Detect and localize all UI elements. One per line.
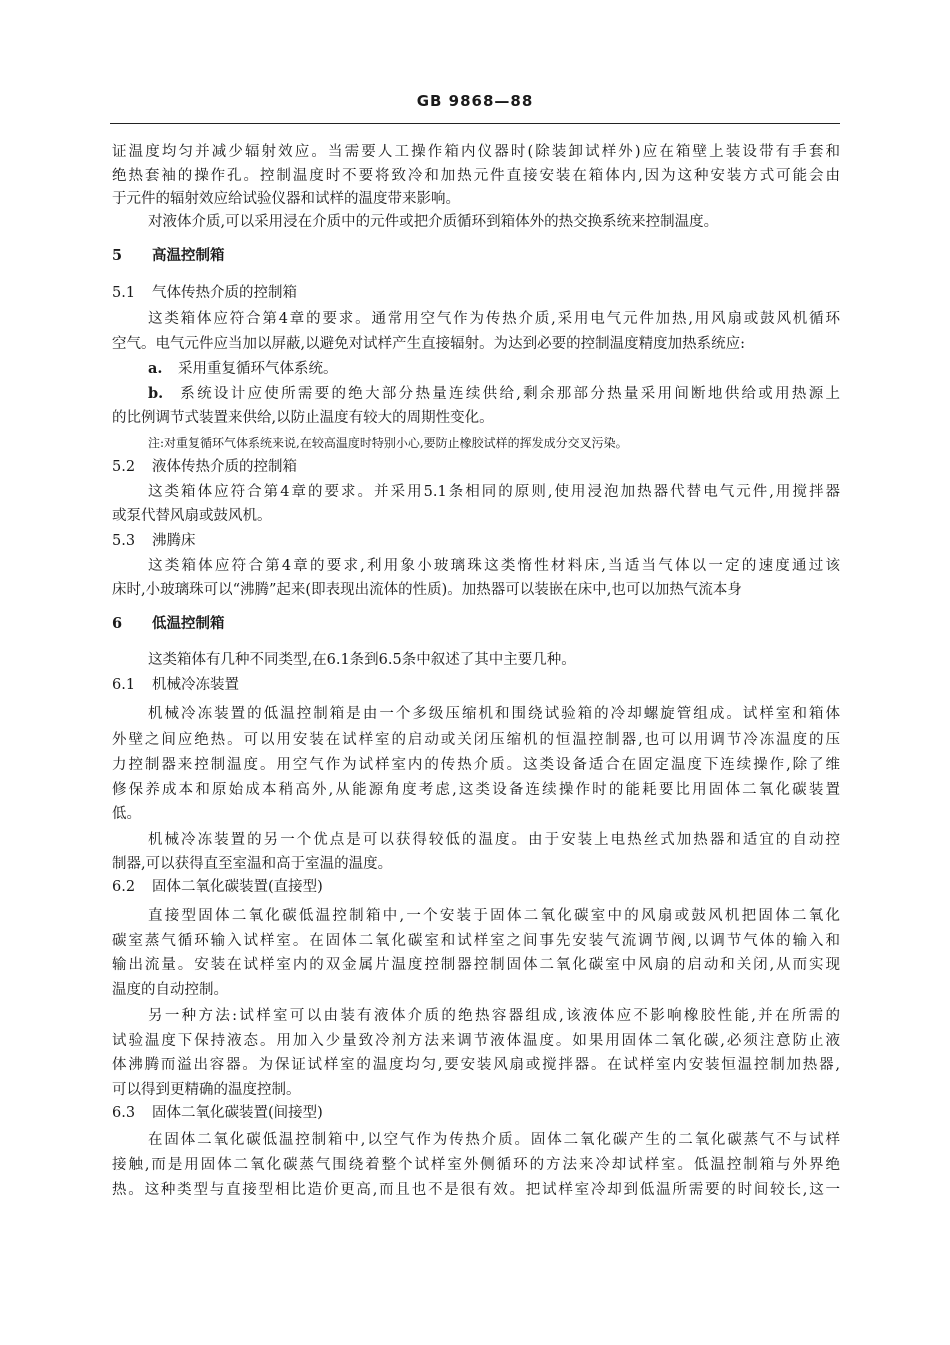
subsection-number: 6.3 — [112, 1105, 136, 1121]
body-line: 体沸腾而溢出容器。为保证试样室的温度均匀,要安装风扇或搅拌器。在试样室内安装恒温控制加热器, — [112, 1057, 840, 1073]
subsection-heading-5-3 — [112, 531, 840, 551]
subsection-title: 固体二氧化碳装置(直接型) — [152, 879, 323, 895]
body-line: 热。这种类型与直接型相比造价更高,而且也不是很有效。把试样室冷却到低温所需要的时间较长,这一 — [112, 1182, 840, 1198]
body-line: 力控制器来控制温度。用空气作为试样室内的传热介质。这类设备适合在固定温度下连续操作,除了维 — [112, 757, 840, 773]
body-line: 温度的自动控制。 — [112, 982, 228, 998]
list-text: 系统设计应使所需要的绝大部分热量连续供给,剩余那部分热量采用间断地供给或用热源上 — [178, 386, 840, 402]
body-line: 床时,小玻璃珠可以“沸腾”起来(即表现出流体的性质)。加热器可以装嵌在床中,也可以加热气流本身 — [112, 582, 742, 598]
body-line: 碳室蒸气循环输入试样室。在固体二氧化碳室和试样室之间事先安装气流调节阀,以调节气体的输入和 — [112, 933, 840, 949]
body-line: 的比例调节式装置来供给,以防止温度有较大的周期性变化。 — [112, 410, 494, 426]
subsection-heading-6-1 — [112, 675, 840, 695]
subsection-number: 6.1 — [112, 677, 136, 693]
section-heading-5 — [112, 246, 840, 266]
body-line: 机械冷冻装置的另一个优点是可以获得较低的温度。由于安装上电热丝式加热器和适宜的自动控 — [148, 832, 840, 848]
list-label: a. — [148, 360, 163, 377]
subsection-number: 6.2 — [112, 879, 136, 895]
body-line: 空气。电气元件应当加以屏蔽,以避免对试样产生直接辐射。为达到必要的控制温度精度加热系统应: — [112, 336, 745, 352]
body-line: 绝热套袖的操作孔。控制温度时不要将致冷和加热元件直接安装在箱体内,因为这种安装方式可能会由 — [112, 168, 840, 184]
body-line: 证温度均匀并减少辐射效应。当需要人工操作箱内仪器时(除装卸试样外)应在箱壁上装设带有手套和 — [112, 144, 840, 160]
body-line: 外壁之间应绝热。可以用安装在试样室的启动或关闭压缩机的恒温控制器,也可以用调节冷冻温度的压 — [112, 732, 840, 748]
body-line: 这类箱体应符合第4章的要求,利用象小玻璃珠这类惰性材料床,当适当气体以一定的速度通过该 — [148, 558, 840, 574]
section-number: 5 — [112, 247, 123, 264]
body-line: 制器,可以获得直至室温和高于室温的温度。 — [112, 856, 393, 872]
subsection-number: 5.3 — [112, 533, 136, 549]
body-line: 另一种方法:试样室可以由装有液体介质的绝热容器组成,该液体应不影响橡胶性能,并在所需的 — [148, 1008, 840, 1024]
list-item-a — [148, 359, 840, 379]
section-title: 低温控制箱 — [152, 615, 225, 632]
subsection-number: 5.1 — [112, 285, 136, 301]
list-text: 采用重复循环气体系统。 — [178, 361, 338, 377]
header-rule — [110, 123, 840, 124]
body-line: 对液体介质,可以采用浸在介质中的元件或把介质循环到箱体外的热交换系统来控制温度。 — [148, 214, 719, 230]
subsection-heading-5-2 — [112, 457, 840, 477]
section-title: 高温控制箱 — [152, 247, 225, 264]
body-line: 可以得到更精确的温度控制。 — [112, 1082, 301, 1098]
body-line: 直接型固体二氧化碳低温控制箱中,一个安装于固体二氧化碳室中的风扇或鼓风机把固体二氧化 — [148, 908, 840, 924]
body-line: 接触,而是用固体二氧化碳蒸气围绕着整个试样室外侧循环的方法来冷却试样室。低温控制箱与外界绝 — [112, 1157, 840, 1173]
subsection-title: 固体二氧化碳装置(间接型) — [152, 1105, 323, 1121]
body-line: 输出流量。安装在试样室内的双金属片温度控制器控制固体二氧化碳室中风扇的启动和关闭,从而实现 — [112, 957, 840, 973]
subsection-title: 沸腾床 — [152, 533, 196, 549]
standard-header: GB 9868—88 — [416, 92, 534, 110]
body-line: 在固体二氧化碳低温控制箱中,以空气作为传热介质。固体二氧化碳产生的二氧化碳蒸气不与试样 — [148, 1132, 840, 1148]
subsection-title: 机械冷冻装置 — [152, 677, 239, 693]
body-line: 低。 — [112, 806, 141, 822]
body-line: 于元件的辐射效应给试验仪器和试样的温度带来影响。 — [112, 191, 460, 207]
subsection-title: 液体传热介质的控制箱 — [152, 459, 297, 475]
list-label: b. — [148, 385, 164, 402]
body-line: 机械冷冻装置的低温控制箱是由一个多级压缩机和围绕试验箱的冷却螺旋管组成。试样室和箱体 — [148, 706, 840, 722]
body-line: 试验温度下保持液态。用加入少量致冷剂方法来调节液体温度。如果用固体二氧化碳,必须注意防止液 — [112, 1033, 840, 1049]
subsection-heading-6-2 — [112, 877, 840, 897]
subsection-heading-6-3 — [112, 1103, 840, 1123]
body-line: 修保养成本和原始成本稍高外,从能源角度考虑,这类设备连续操作时的能耗要比用固体二氧化碳装置 — [112, 782, 840, 798]
body-line: 这类箱体应符合第4章的要求。通常用空气作为传热介质,采用电气元件加热,用风扇或鼓风机循环 — [148, 311, 840, 327]
body-line: 或泵代替风扇或鼓风机。 — [112, 508, 272, 524]
list-item-b — [148, 384, 840, 404]
section-heading-6 — [112, 614, 840, 634]
section-number: 6 — [112, 615, 123, 632]
subsection-heading-5-1 — [112, 283, 840, 303]
subsection-number: 5.2 — [112, 459, 136, 475]
body-line: 这类箱体应符合第4章的要求。并采用5.1条相同的原则,使用浸泡加热器代替电气元件,用搅拌器 — [148, 484, 840, 500]
note-line: 注:对重复循环气体系统来说,在较高温度时特别小心,要防止橡胶试样的挥发成分交叉污染。 — [148, 436, 628, 450]
subsection-title: 气体传热介质的控制箱 — [152, 285, 297, 301]
body-line: 这类箱体有几种不同类型,在6.1条到6.5条中叙述了其中主要几种。 — [148, 652, 576, 668]
